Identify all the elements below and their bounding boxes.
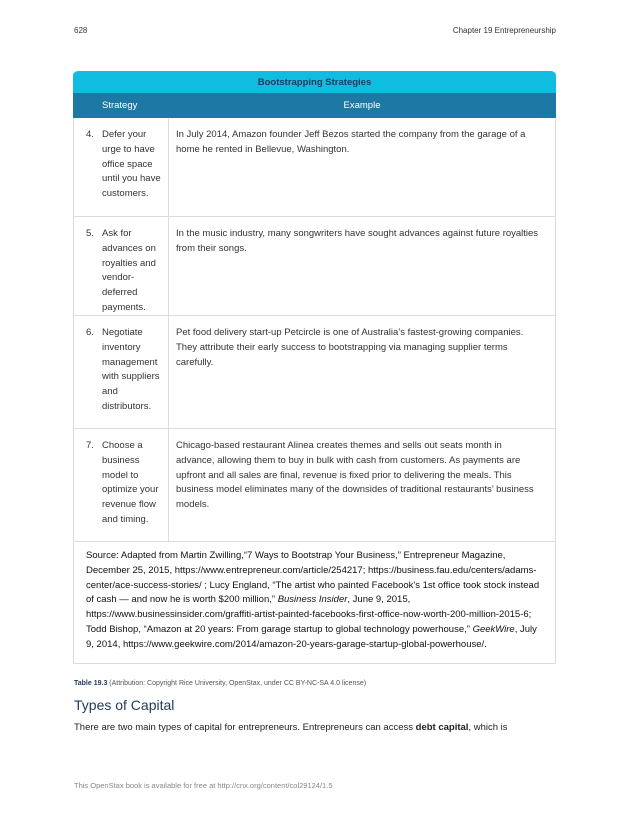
chapter-title: Chapter 19 Entrepreneurship bbox=[452, 26, 556, 35]
paragraph-text-start: There are two main types of capital for entrepreneurs. Entrepreneurs can access bbox=[74, 722, 416, 733]
table-row bbox=[74, 217, 555, 316]
table-caption-bar: Bootstrapping Strategies bbox=[73, 71, 556, 93]
table-header-row bbox=[73, 93, 556, 118]
paragraph-text-end: , which is bbox=[468, 722, 508, 733]
source-text-3: , July 9, 2014, https://www.geekwire.com/2014/amazon-20-years-garage-startup-global-powerhouse/. bbox=[86, 623, 537, 650]
source-publication-geekwire: GeekWire bbox=[472, 623, 515, 635]
example-cell: In the music industry, many songwriters have sought advances against future royalties from their songs. bbox=[176, 228, 539, 254]
page-number: 628 bbox=[74, 26, 88, 35]
table-label: Table 19.3 bbox=[74, 680, 108, 687]
source-text-2: , June 9, 2015, https://www.businessinsider.com/graffiti-artist-painted-facebooks-first-office-now-worth-200-million-2015-6; Todd Bishop, “Amazon at 20 years: From garage startup to global technology powerhouse,” bbox=[86, 594, 532, 635]
strategy-cell bbox=[74, 429, 169, 541]
source-text-1: Source: Adapted from Martin Zwilling,“7 Ways to Bootstrap Your Business,” Entrepreneur Magazine, December 25, 2015, https://www.entrepreneur.com/article/254217; https://business.fau.edu/centers/adams-center/ace-success-stories/ ; Lucy England, “The artist who painted Facebook's 1st office took stock instead of cash — and now he is worth $200 million,” bbox=[86, 550, 540, 606]
row-number: 6. bbox=[86, 327, 94, 338]
table-row bbox=[74, 429, 555, 542]
strategy-text: Defer your urge to have office space until you have customers. bbox=[102, 129, 161, 200]
row-number: 5. bbox=[86, 228, 94, 239]
page-footer: This OpenStax book is available for free at http://cnx.org/content/col29124/1.5 bbox=[74, 781, 333, 790]
example-cell: In July 2014, Amazon founder Jeff Bezos started the company from the garage of a home he rented in Bellevue, Washington. bbox=[176, 129, 526, 155]
bootstrapping-table bbox=[73, 71, 556, 664]
example-cell: Chicago-based restaurant Alinea creates themes and sells out seats month in advance, allowing them to buy in bulk with cash from customers. As payments are upfront and all sales are final, revenue is fixed prior to delivering the meals. This business model eliminates many of the downsides of traditional restaurants’ business models. bbox=[176, 440, 534, 511]
key-term-debt-capital: debt capital bbox=[415, 722, 469, 733]
table-source-note bbox=[74, 542, 555, 663]
strategy-text: Negotiate inventory management with suppliers and distributors. bbox=[102, 327, 160, 412]
section-heading: Types of Capital bbox=[74, 697, 175, 713]
column-header-strategy: Strategy bbox=[102, 100, 138, 111]
strategy-cell bbox=[74, 316, 169, 428]
row-number: 7. bbox=[86, 440, 94, 451]
body-paragraph bbox=[74, 722, 564, 733]
example-cell: Pet food delivery start-up Petcircle is one of Australia’s fastest-growing companies. They attribute their early success to bootstrapping via managing supplier terms carefully. bbox=[176, 327, 524, 368]
strategy-cell bbox=[74, 217, 169, 315]
strategy-text: Choose a business model to optimize your revenue flow and timing. bbox=[102, 440, 159, 525]
row-number: 4. bbox=[86, 129, 94, 140]
table-row bbox=[74, 316, 555, 429]
strategy-cell bbox=[74, 118, 169, 216]
table-caption bbox=[74, 680, 366, 687]
table-row bbox=[74, 118, 555, 217]
source-publication-business-insider: Business Insider bbox=[277, 594, 348, 606]
strategy-text: Ask for advances on royalties and vendor-deferred payments. bbox=[102, 228, 156, 313]
table-attribution: (Attribution: Copyright Rice University, OpenStax, under CC BY-NC-SA 4.0 license) bbox=[109, 680, 367, 687]
column-header-example: Example bbox=[343, 100, 381, 111]
